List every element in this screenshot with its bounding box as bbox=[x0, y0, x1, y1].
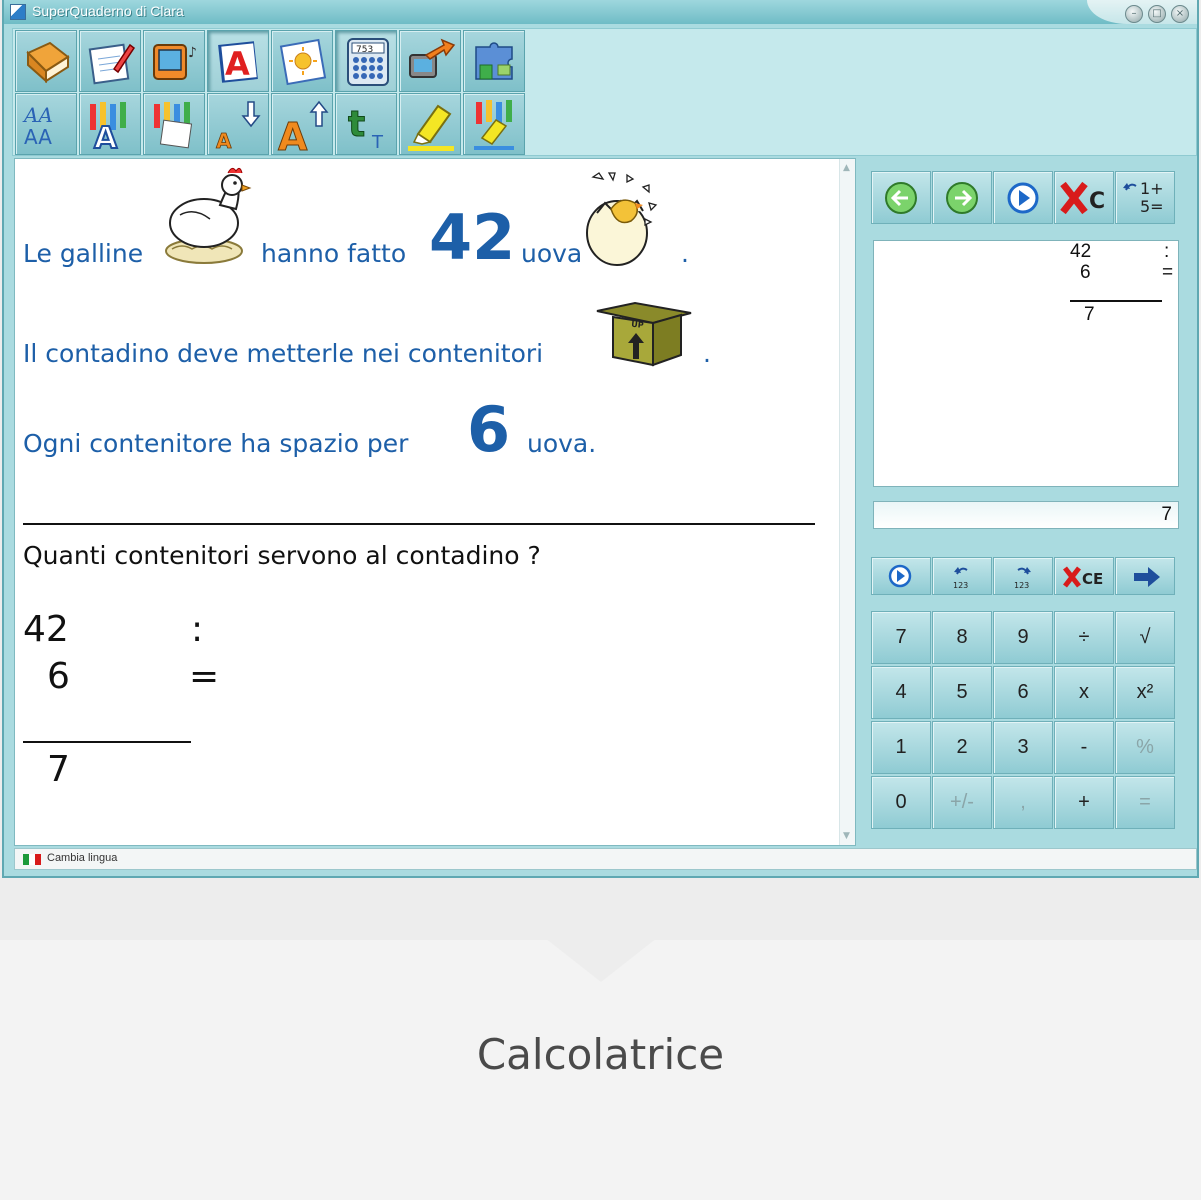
send-arrow-icon[interactable] bbox=[1115, 557, 1175, 595]
screen-music-icon[interactable] bbox=[143, 30, 205, 92]
sentence-1-period: . bbox=[681, 239, 689, 268]
key-digit-7[interactable] bbox=[871, 611, 931, 664]
operation-equals-sign: = bbox=[189, 656, 220, 697]
key-label: +/- bbox=[950, 791, 974, 813]
caption-title: Calcolatrice bbox=[476, 1030, 725, 1079]
svg-text:123: 123 bbox=[953, 581, 969, 590]
svg-text:123: 123 bbox=[1014, 581, 1030, 590]
sentence-1-part-2: hanno fatto bbox=[261, 239, 407, 268]
font-larger-icon[interactable] bbox=[271, 93, 333, 155]
container-box-image bbox=[595, 301, 695, 367]
sentence-2: Il contadino deve metterle nei contenitori bbox=[23, 339, 544, 368]
key-label: % bbox=[1136, 736, 1154, 758]
hatching-egg-image bbox=[583, 169, 667, 267]
italian-flag-icon[interactable] bbox=[23, 854, 41, 865]
svg-text:5=: 5= bbox=[1140, 197, 1164, 216]
calculator-display: 7 bbox=[873, 501, 1179, 529]
highlighter-yellow-icon[interactable] bbox=[399, 93, 461, 155]
key-digit-3[interactable] bbox=[993, 721, 1053, 774]
font-smaller-icon[interactable] bbox=[207, 93, 269, 155]
separator-line bbox=[23, 523, 815, 525]
key-label: 5 bbox=[956, 681, 968, 703]
svg-text:CE: CE bbox=[1082, 570, 1104, 588]
key-label: + bbox=[1078, 791, 1090, 813]
key-square-root[interactable] bbox=[1115, 611, 1175, 664]
key-label: 7 bbox=[895, 626, 907, 648]
key-label: , bbox=[1020, 791, 1026, 813]
key-label: ÷ bbox=[1078, 626, 1090, 648]
sentence-3-part-1: Ogni contenitore ha spazio per bbox=[23, 429, 409, 458]
sun-picture-icon[interactable] bbox=[271, 30, 333, 92]
svg-text:T: T bbox=[372, 132, 383, 152]
calculator-panel bbox=[859, 158, 1195, 846]
notebook-pencil-icon[interactable] bbox=[79, 30, 141, 92]
status-bar bbox=[14, 848, 1197, 870]
close-icon[interactable]: × bbox=[1171, 5, 1189, 23]
key-equals[interactable] bbox=[1115, 776, 1175, 829]
play-icon[interactable] bbox=[871, 557, 931, 595]
scroll-down-icon[interactable]: ▼ bbox=[843, 831, 850, 841]
key-digit-6[interactable] bbox=[993, 666, 1053, 719]
book-icon[interactable] bbox=[15, 30, 77, 92]
operation-rule bbox=[23, 741, 191, 743]
sentence-2-period: . bbox=[703, 339, 711, 368]
svg-text:A: A bbox=[94, 121, 118, 152]
key-label: 0 bbox=[895, 791, 907, 813]
window-title: SuperQuaderno di Clara bbox=[32, 3, 184, 19]
key-minus[interactable] bbox=[1054, 721, 1114, 774]
pencils-a-icon[interactable] bbox=[79, 93, 141, 155]
sentence-3-part-2: uova. bbox=[527, 429, 597, 458]
key-label: 3 bbox=[1017, 736, 1029, 758]
svg-text:UP: UP bbox=[630, 319, 645, 330]
key-divide[interactable] bbox=[1054, 611, 1114, 664]
key-digit-9[interactable] bbox=[993, 611, 1053, 664]
key-label: 4 bbox=[895, 681, 907, 703]
redo-123-icon[interactable] bbox=[993, 557, 1053, 595]
svg-text:A: A bbox=[278, 115, 308, 152]
text-size-icon[interactable] bbox=[335, 93, 397, 155]
key-label: 1 bbox=[895, 736, 907, 758]
svg-text:A: A bbox=[216, 129, 232, 152]
operation-history-icon[interactable] bbox=[1115, 171, 1175, 224]
play-icon[interactable] bbox=[993, 171, 1053, 224]
key-label: 6 bbox=[1017, 681, 1029, 703]
toolbar bbox=[12, 28, 1197, 156]
caption-pointer bbox=[545, 938, 657, 982]
key-label: - bbox=[1080, 736, 1088, 758]
maximize-icon[interactable]: □ bbox=[1148, 5, 1166, 23]
key-digit-5[interactable] bbox=[932, 666, 992, 719]
capacity-number: 6 bbox=[467, 393, 511, 466]
back-arrow-icon[interactable] bbox=[871, 171, 931, 224]
letter-a-icon[interactable] bbox=[207, 30, 269, 92]
tape-result: 7 bbox=[1084, 304, 1095, 325]
scroll-up-icon[interactable]: ▲ bbox=[843, 163, 850, 173]
clear-all-icon[interactable] bbox=[1054, 171, 1114, 224]
operation-result: 7 bbox=[47, 749, 70, 790]
forward-arrow-icon[interactable] bbox=[932, 171, 992, 224]
app-window bbox=[2, 0, 1199, 878]
minimize-icon[interactable]: – bbox=[1125, 5, 1143, 23]
key-digit-2[interactable] bbox=[932, 721, 992, 774]
svg-text:♪: ♪ bbox=[188, 45, 197, 61]
pencils-page-icon[interactable] bbox=[143, 93, 205, 155]
calculator-icon[interactable] bbox=[335, 30, 397, 92]
key-label: 2 bbox=[956, 736, 968, 758]
svg-text:t: t bbox=[348, 104, 366, 145]
svg-text:1+: 1+ bbox=[1140, 179, 1164, 198]
tape-divisor: 6 bbox=[1080, 262, 1091, 283]
operation-divisor: 6 bbox=[47, 656, 70, 697]
svg-text:753: 753 bbox=[356, 45, 374, 55]
key-label: x² bbox=[1136, 681, 1154, 703]
operation-divide-sign: : bbox=[191, 609, 204, 650]
key-label: x bbox=[1079, 681, 1089, 703]
highlighter-colors-icon[interactable] bbox=[463, 93, 525, 155]
document-page[interactable] bbox=[14, 158, 856, 846]
svg-text:C: C bbox=[1089, 189, 1106, 214]
key-digit-1[interactable] bbox=[871, 721, 931, 774]
tape-divide-sign: : bbox=[1164, 241, 1170, 262]
calculator-tape bbox=[873, 240, 1179, 487]
sentence-1-part-3: uova bbox=[521, 239, 583, 268]
key-label: 9 bbox=[1017, 626, 1029, 648]
svg-text:AA: AA bbox=[24, 103, 53, 127]
key-plus-minus[interactable] bbox=[932, 776, 992, 829]
key-digit-4[interactable] bbox=[871, 666, 931, 719]
screen-arrow-icon[interactable] bbox=[399, 30, 461, 92]
question-text: Quanti contenitori servono al contadino ? bbox=[23, 541, 541, 570]
key-decimal-comma[interactable] bbox=[993, 776, 1053, 829]
operation-dividend: 42 bbox=[23, 609, 69, 650]
key-label: 8 bbox=[956, 626, 968, 648]
app-icon bbox=[10, 4, 26, 20]
undo-123-icon[interactable] bbox=[932, 557, 992, 595]
key-digit-8[interactable] bbox=[932, 611, 992, 664]
key-percent[interactable] bbox=[1115, 721, 1175, 774]
hen-image bbox=[160, 165, 252, 269]
key-digit-0[interactable] bbox=[871, 776, 931, 829]
title-bar[interactable] bbox=[4, 0, 1197, 24]
tape-dividend: 42 bbox=[1070, 241, 1092, 262]
key-label: √ bbox=[1139, 626, 1151, 648]
key-label: = bbox=[1139, 791, 1151, 813]
sentence-1-part-1: Le galline bbox=[23, 239, 144, 268]
svg-text:A: A bbox=[225, 45, 250, 83]
change-language-link[interactable]: Cambia lingua bbox=[47, 852, 118, 864]
key-multiply[interactable] bbox=[1054, 666, 1114, 719]
font-style-icon[interactable] bbox=[15, 93, 77, 155]
tape-rule bbox=[1070, 300, 1162, 302]
clear-entry-icon[interactable] bbox=[1054, 557, 1114, 595]
key-square[interactable] bbox=[1115, 666, 1175, 719]
tape-equals-sign: = bbox=[1162, 262, 1174, 283]
svg-text:AA: AA bbox=[24, 125, 52, 149]
key-plus[interactable] bbox=[1054, 776, 1114, 829]
puzzle-icon[interactable] bbox=[463, 30, 525, 92]
document-scrollbar[interactable] bbox=[839, 159, 855, 845]
eggs-number: 42 bbox=[429, 201, 516, 274]
